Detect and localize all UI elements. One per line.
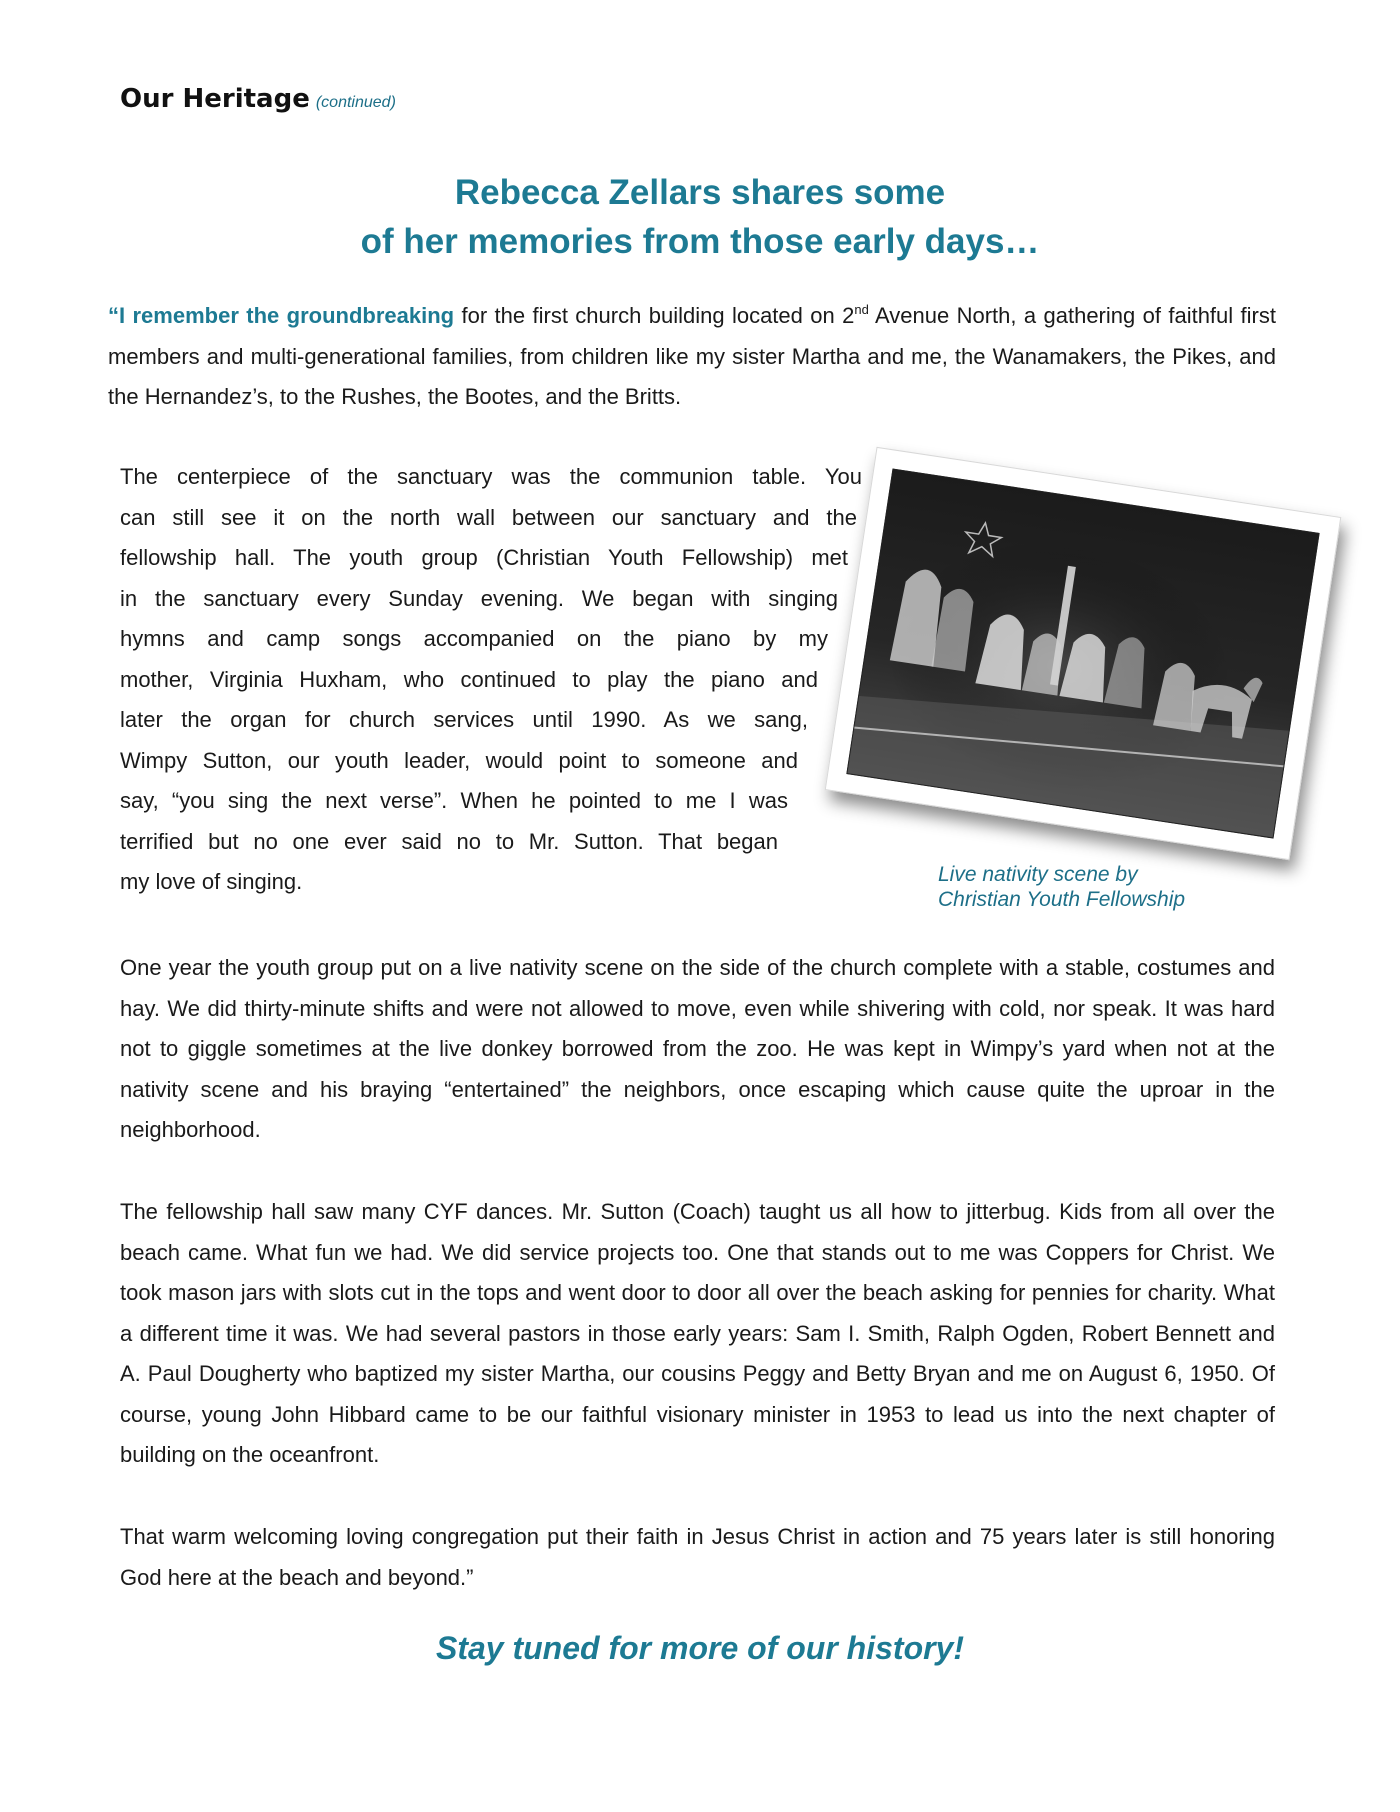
paragraph-line: Wimpy Sutton, our youth leader, would point to someone and (120, 747, 798, 773)
paragraph-line: hymns and camp songs accompanied on the piano by my (120, 626, 828, 651)
headline-line-2: of her memories from those early days… (360, 222, 1040, 261)
paragraph-sanctuary (120, 457, 862, 903)
paragraph-line: terrified but no one ever said no to Mr. Sutton. That began (120, 828, 778, 854)
paragraph-congregation: That warm welcoming loving congregation put their faith in Jesus Christ in action and 75 years later is still honoring God here at the beach and beyond.” (120, 1524, 1275, 1590)
paragraph-line: my love of singing. (120, 869, 303, 894)
paragraph-line: say, “you sing the next verse”. When he pointed to me I was (120, 788, 788, 813)
paragraph-line: fellowship hall. The youth group (Christian Youth Fellowship) met (120, 545, 848, 570)
paragraph-text-b: Avenue North, a gathering of faithful first members and multi-generational families, from children like my sister Martha and me, the Wanamakers, the Pikes, and the Hernandez’s, to the Rushes, the Bootes, and the Britts. (108, 303, 1276, 409)
ordinal-superscript: nd (854, 302, 869, 317)
article-headline (0, 168, 1400, 266)
section-header (120, 84, 396, 114)
section-title: Our Heritage (120, 84, 310, 114)
paragraph-line: can still see it on the north wall between our sanctuary and the (120, 504, 857, 530)
nativity-photo-image (846, 468, 1319, 838)
paragraph-line: The centerpiece of the sanctuary was the communion table. You (120, 464, 862, 489)
paragraph-groundbreaking (108, 296, 1276, 418)
headline-line-1: Rebecca Zellars shares some (454, 173, 946, 212)
section-subtitle: (continued) (315, 94, 396, 111)
caption-line-2: Christian Youth Fellowship (938, 888, 1186, 911)
paragraph-line: later the organ for church services until 1990. As we sang, (120, 707, 808, 732)
caption-line-1: Live nativity scene by (938, 863, 1138, 886)
paragraph-fellowship-hall: The fellowship hall saw many CYF dances. Mr. Sutton (Coach) taught us all how to jitterbug. Kids from all over the beach came. What fun we had. We did service projects too. One that stands out to me was Coppers for Christ. We took mason jars with slots cut in the tops and went door to door all over the beach asking for pennies for charity. What a different time it was. We had several pastors in those early years: Sam I. Smith, Ralph Ogden, Robert Bennett and A. Paul Dougherty who baptized my sister Martha, our cousins Peggy and Betty Bryan and me on August 6, 1950. Of course, young John Hibbard came to be our faithful visionary minister in 1953 to lead us into the next chapter of building on the oceanfront. (120, 1199, 1275, 1467)
closing-tagline: Stay tuned for more of our history! (435, 1630, 965, 1666)
paragraph-nativity: One year the youth group put on a live nativity scene on the side of the church complete with a stable, costumes and hay. We did thirty-minute shifts and were not allowed to move, even while shivering with cold, nor speak. It was hard not to giggle sometimes at the live donkey borrowed from the zoo. He was kept in Wimpy’s yard when not at the nativity scene and his braying “entertained” the neighbors, once escaping which cause quite the uproar in the neighborhood. (120, 955, 1275, 1142)
paragraph-text-a: for the first church building located on 2 (454, 303, 855, 328)
paragraph-line: mother, Virginia Huxham, who continued to play the piano and (120, 666, 818, 692)
photo-caption (938, 862, 1185, 912)
paragraph-lead: “I remember the groundbreaking (108, 303, 455, 328)
nativity-photo (825, 447, 1342, 860)
paragraph-line: in the sanctuary every Sunday evening. We began with singing (120, 585, 838, 611)
